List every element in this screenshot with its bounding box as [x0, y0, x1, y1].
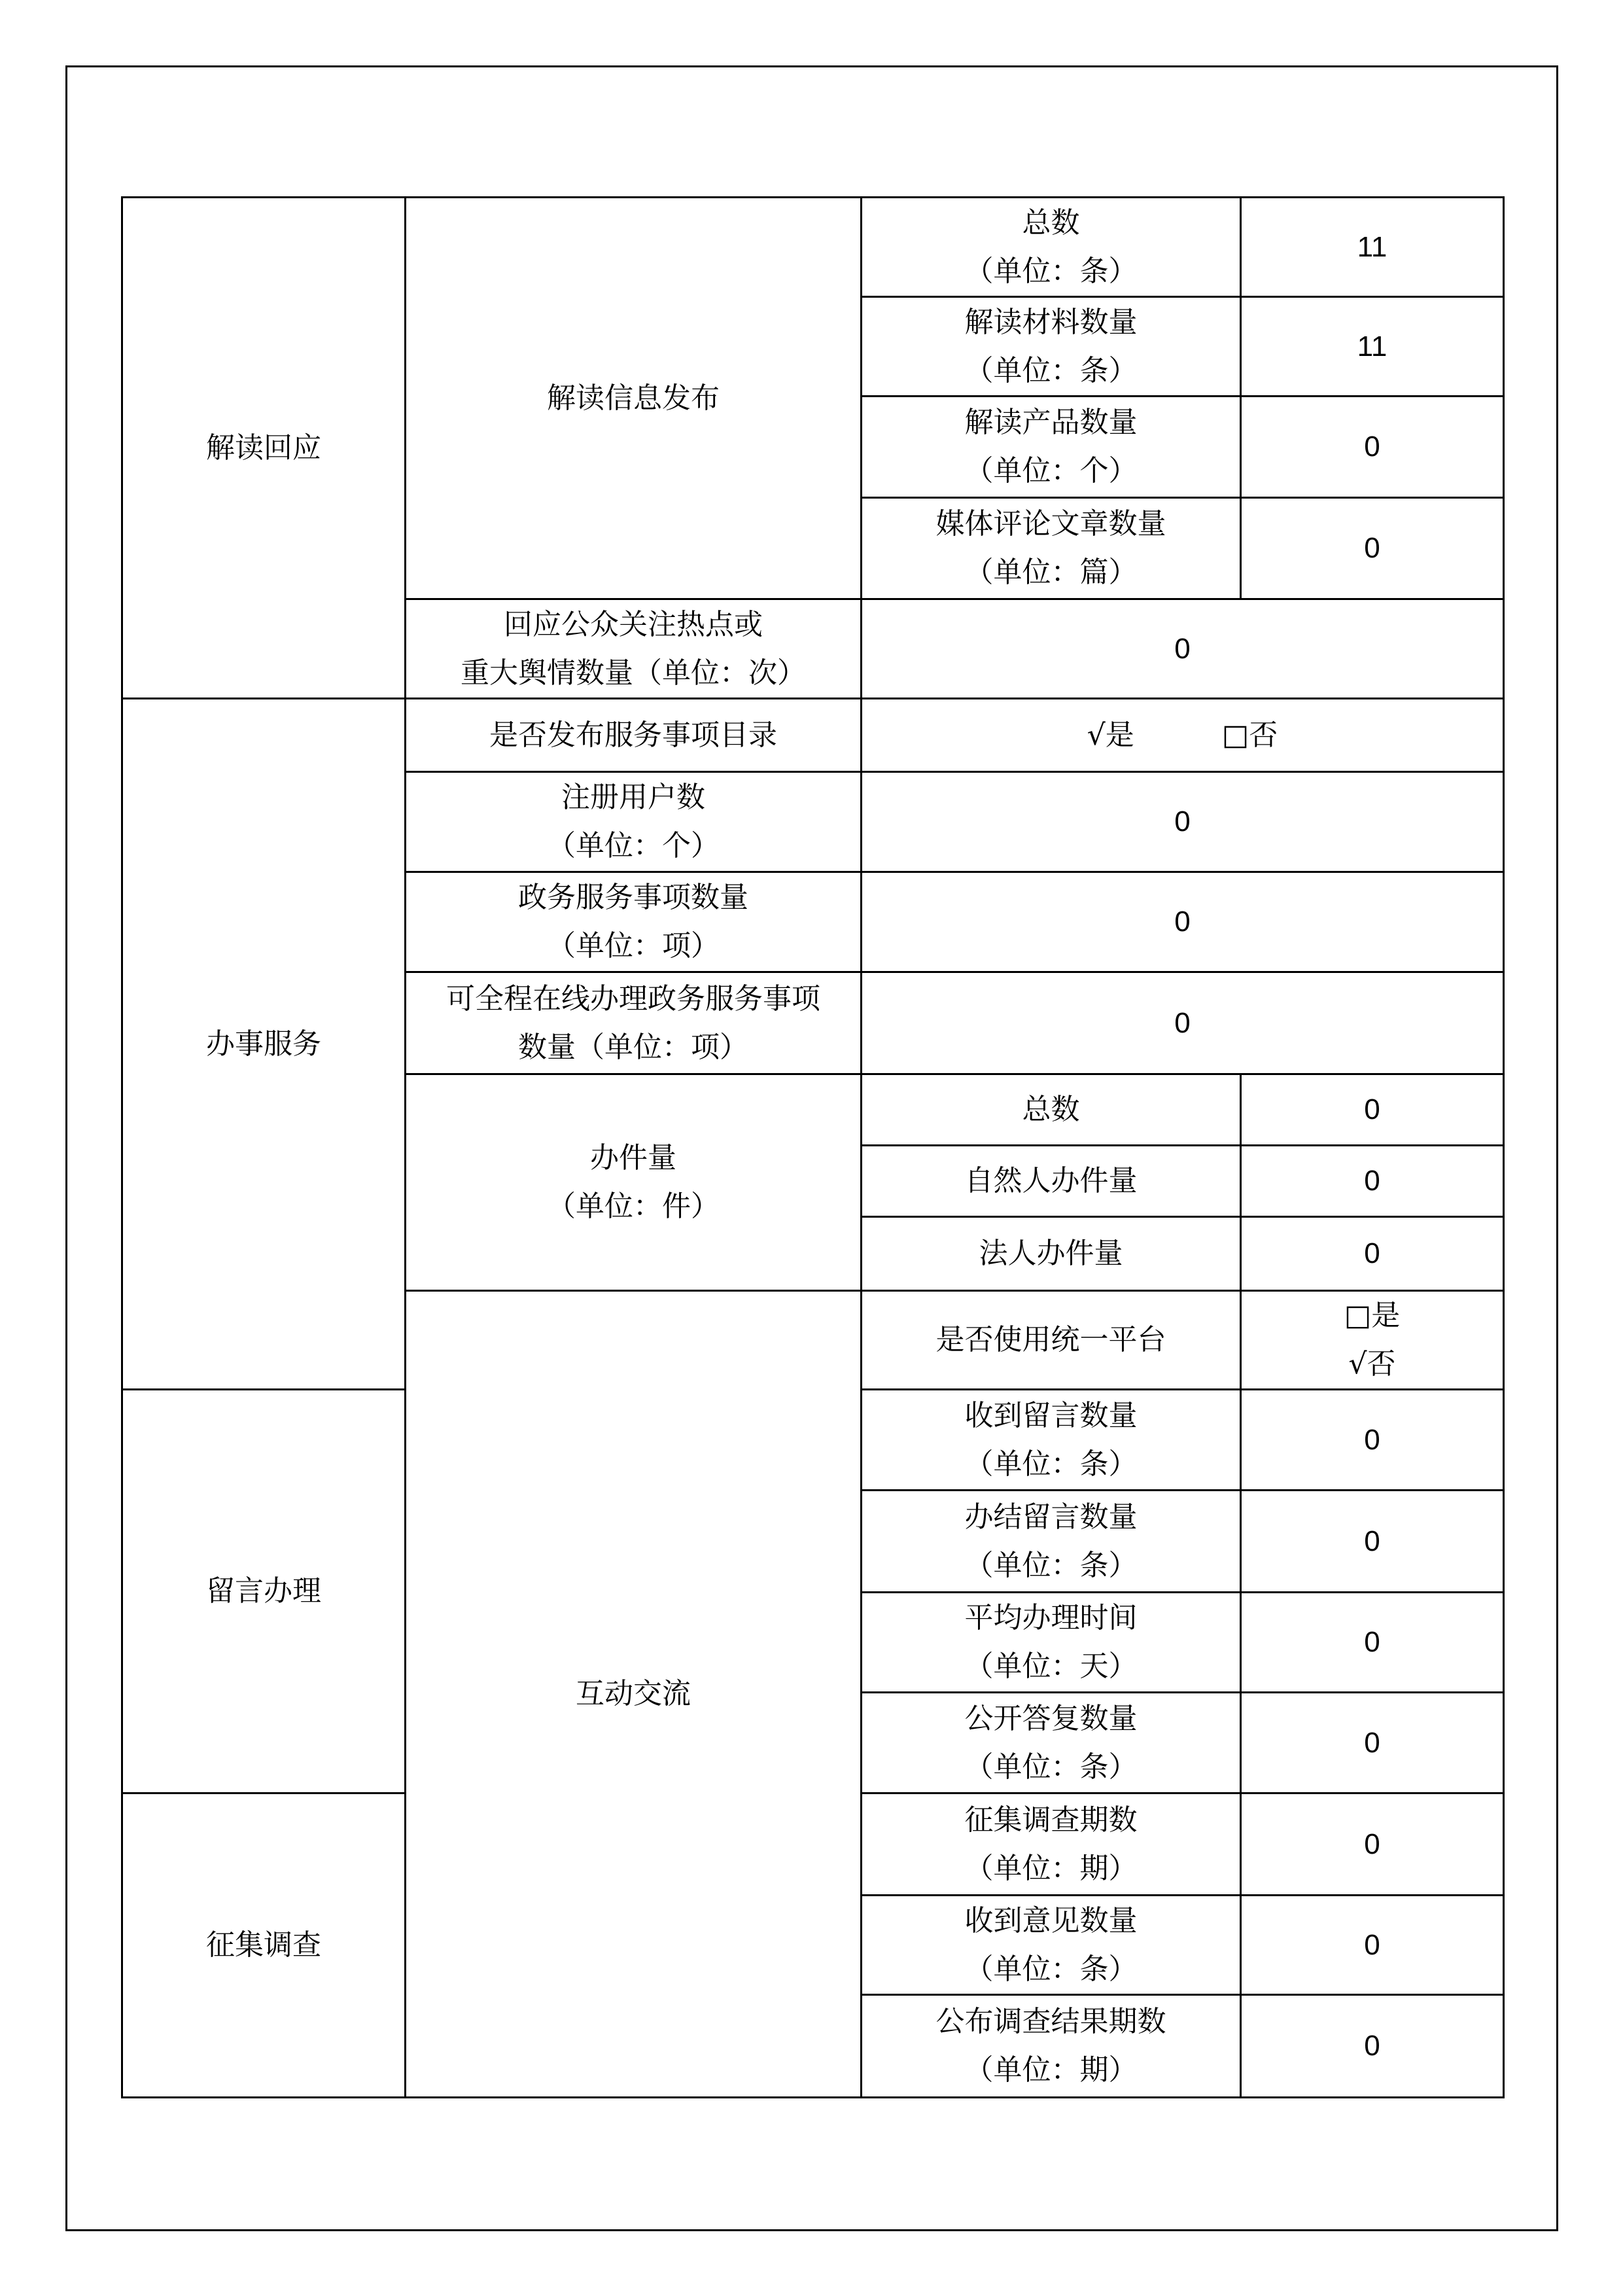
metric-value: 0 [862, 972, 1504, 1074]
metric-label: 解读材料数量 （单位：条） [862, 297, 1241, 397]
metric-label: 是否使用统一平台 [862, 1291, 1241, 1390]
table-row [122, 198, 1504, 297]
subsection-messages: 留言办理 [122, 1390, 406, 1793]
choice-catalog [862, 699, 1504, 772]
metric-value: 0 [862, 872, 1504, 972]
metric-value: 0 [862, 772, 1504, 872]
metric-value: 0 [1241, 1074, 1504, 1146]
metric-value: 0 [1241, 1593, 1504, 1693]
table-row [122, 699, 1504, 772]
metric-label: 总数 （单位：条） [862, 198, 1241, 297]
metric-label: 自然人办件量 [862, 1146, 1241, 1217]
metric-label: 法人办件量 [862, 1217, 1241, 1291]
metric-label: 注册用户数 （单位：个） [406, 772, 862, 872]
metric-value: 0 [862, 599, 1504, 699]
metric-value: 0 [1241, 1896, 1504, 1995]
section-interaction: 互动交流 [406, 1291, 862, 2098]
metric-label: 收到意见数量 （单位：条） [862, 1896, 1241, 1995]
choice-no-checked: √否 [1348, 1347, 1396, 1381]
metric-label: 收到留言数量 （单位：条） [862, 1390, 1241, 1491]
metric-value: 0 [1241, 397, 1504, 498]
section-service: 办事服务 [122, 699, 406, 1390]
choice-platform [1241, 1291, 1504, 1390]
choice-no-unchecked: □否 [1221, 718, 1278, 752]
subsection-volume: 办件量 （单位：件） [406, 1074, 862, 1291]
metric-label: 可全程在线办理政务服务事项 数量（单位：项） [406, 972, 862, 1074]
metric-value: 0 [1241, 1995, 1504, 2098]
choice-yes-checked: √是 [1087, 718, 1134, 752]
choice-yes-unchecked: □是 [1344, 1299, 1401, 1332]
metric-value: 0 [1241, 1793, 1504, 1896]
metric-label: 办结留言数量 （单位：条） [862, 1491, 1241, 1593]
section-interpretation: 解读回应 [122, 198, 406, 699]
metric-value: 11 [1241, 198, 1504, 297]
metric-label: 回应公众关注热点或 重大舆情数量（单位：次） [406, 599, 862, 699]
metric-label: 公开答复数量 （单位：条） [862, 1693, 1241, 1793]
metric-label: 媒体评论文章数量 （单位：篇） [862, 498, 1241, 599]
metric-value: 11 [1241, 297, 1504, 397]
metric-value: 0 [1241, 1146, 1504, 1217]
metric-label: 是否发布服务事项目录 [406, 699, 862, 772]
metric-value: 0 [1241, 1390, 1504, 1491]
subsection-survey: 征集调查 [122, 1793, 406, 2098]
metric-label: 征集调查期数 （单位：期） [862, 1793, 1241, 1896]
metric-label: 平均办理时间 （单位：天） [862, 1593, 1241, 1693]
metric-label: 政务服务事项数量 （单位：项） [406, 872, 862, 972]
subsection-publish: 解读信息发布 [406, 198, 862, 599]
metric-label: 公布调查结果期数 （单位：期） [862, 1995, 1241, 2098]
metric-label: 解读产品数量 （单位：个） [862, 397, 1241, 498]
metric-value: 0 [1241, 498, 1504, 599]
metric-value: 0 [1241, 1491, 1504, 1593]
report-table [121, 196, 1505, 2098]
metric-value: 0 [1241, 1693, 1504, 1793]
metric-value: 0 [1241, 1217, 1504, 1291]
metric-label: 总数 [862, 1074, 1241, 1146]
